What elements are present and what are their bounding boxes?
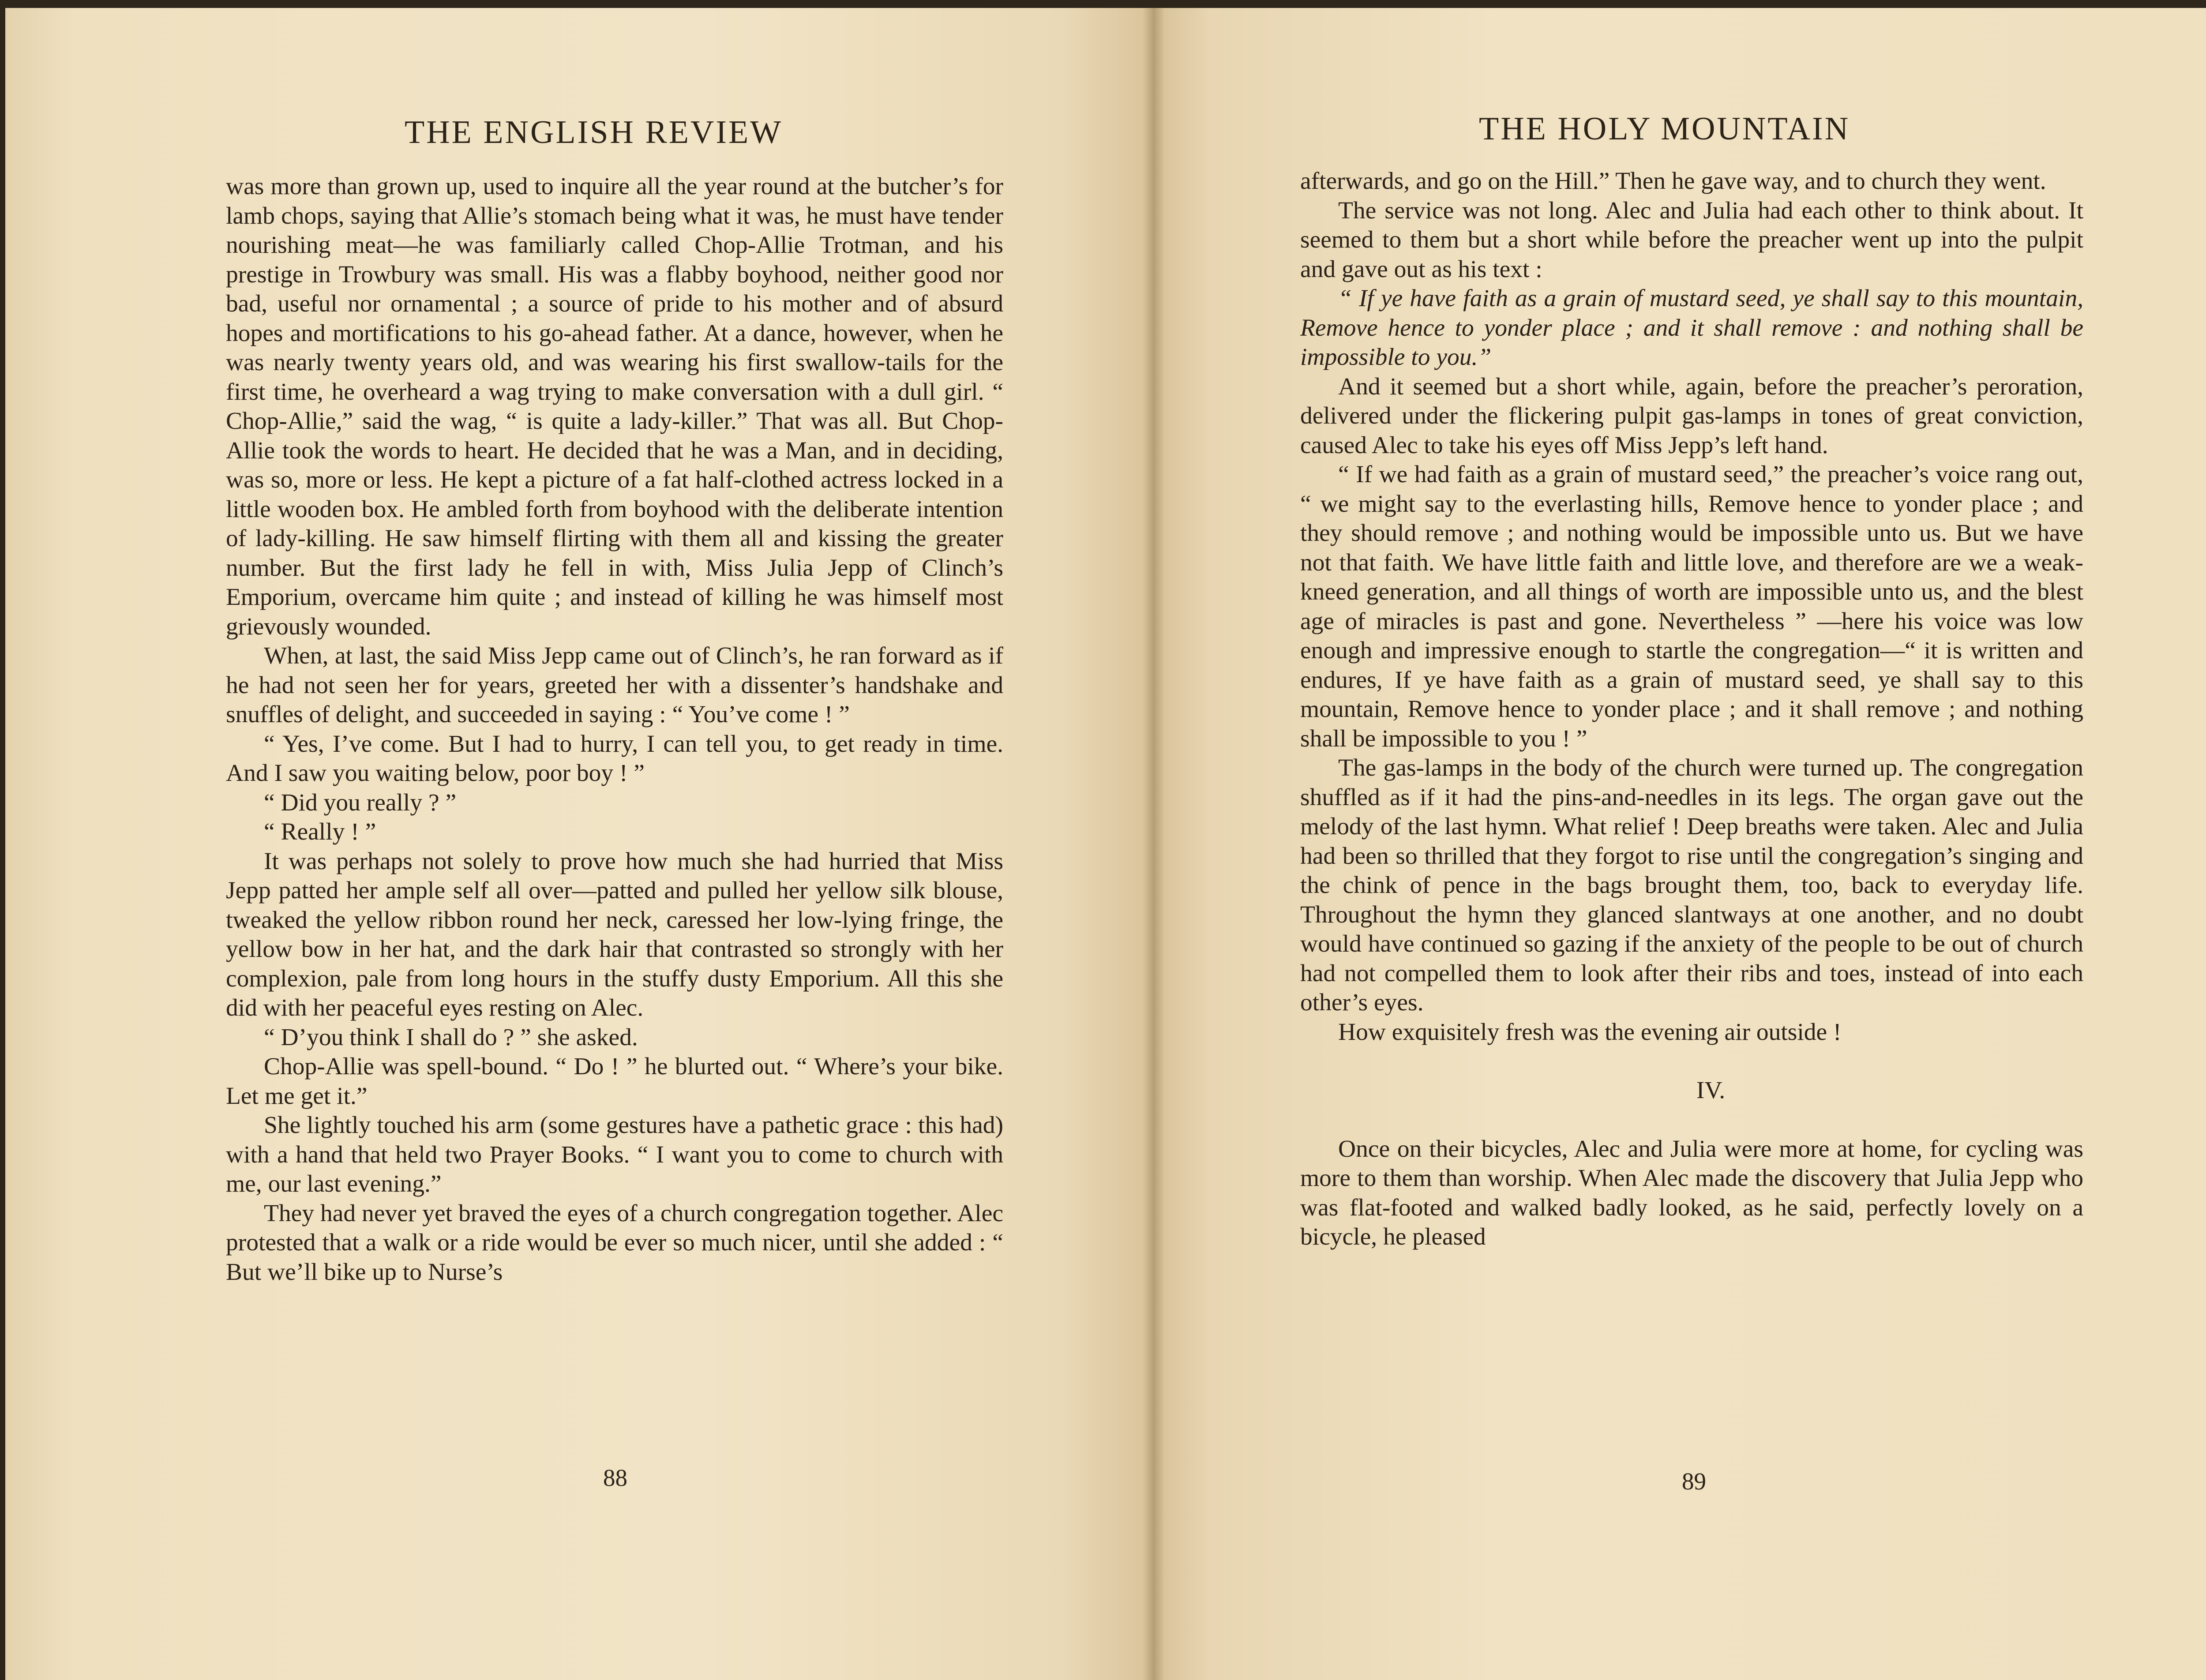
left-page-number: 88	[603, 1464, 627, 1491]
paragraph: It was perhaps not solely to prove how much she had hurried that Miss Jepp patted her ample self all over—patted and pulled her yellow silk blouse, tweaked the yellow ribbon round her neck, caressed her low-lying fringe, the yellow bow in her hat, and the dark hair that contrasted so strongly with her complexion, pale from long hours in the stuffy dusty Emporium. All this she did with her peaceful eyes resting on Alec.	[226, 848, 1003, 1021]
paragraph: And it seemed but a short while, again, before the preacher’s peroration, delivered under the flickering pulpit gas-lamps in tones of great conviction, caused Alec to take his eyes off Miss Jepp’s left hand.	[1300, 373, 2083, 459]
scripture-quote: “ If ye have faith as a grain of mustard seed, ye shall say to this mountain, Remove hence to yonder place ; and it shall remove : and nothing shall be impossible to you.”	[1300, 285, 2083, 371]
paragraph: “ If we had faith as a grain of mustard seed,” the preacher’s voice rang out, “ we might say to the everlasting hills, Remove hence to yonder place ; and they should remove ; and nothing would be impossible unto us. But we have not that faith. We have little faith and little love, and therefore are we a weak-kneed generation, and all things of worth are impossible unto us, and the blest age of miracles is past and gone. Nevertheless ” —here his voice was low enough and impressive enough to startle the congregation—“ it is written and endures, If ye have faith as a grain of mustard seed, ye shall say to this mountain, Remove hence to yonder place ; and it shall remove ; and nothing shall be impossible to you ! ”	[1300, 461, 2083, 752]
paragraph: When, at last, the said Miss Jepp came out of Clinch’s, he ran forward as if he had not seen her for years, greeted her with a dissenter’s handshake and snuffles of delight, and succeeded in saying : “ You’ve come ! ”	[226, 642, 1003, 728]
paragraph: How exquisitely fresh was the evening air outside !	[1338, 1018, 1842, 1046]
paragraph: “ Did you really ? ”	[264, 789, 457, 816]
right-page	[1152, 8, 2206, 1680]
left-page	[5, 8, 1152, 1680]
paragraph: Once on their bicycles, Alec and Julia were more at home, for cycling was more to them than worship. When Alec made the discovery that Julia Jepp who was flat-footed and walked badly looked, as he said, perfectly lovely on a bicycle, he pleased	[1300, 1135, 2083, 1250]
left-running-head: THE ENGLISH REVIEW	[405, 114, 783, 150]
paragraph: They had never yet braved the eyes of a church congregation together. Alec protested that a walk or a ride would be ever so much nicer, until she added : “ But we’ll bike up to Nurse’s	[226, 1200, 1003, 1286]
paragraph: “ Really ! ”	[264, 818, 376, 845]
book-gutter	[1143, 8, 1165, 1680]
right-page-text	[1300, 167, 2083, 1252]
section-heading: IV.	[1696, 1077, 1726, 1104]
right-page-number: 89	[1682, 1468, 1706, 1495]
right-running-head: THE HOLY MOUNTAIN	[1479, 111, 1850, 147]
paragraph: Chop-Allie was spell-bound. “ Do ! ” he blurted out. “ Where’s your bike. Let me get it.”	[226, 1053, 1003, 1110]
left-page-text	[226, 172, 1003, 1287]
paragraph: “ D’you think I shall do ? ” she asked.	[264, 1024, 638, 1051]
paragraph: She lightly touched his arm (some gestures have a pathetic grace : this had) with a hand that held two Prayer Books. “ I want you to come to church with me, our last evening.”	[226, 1112, 1003, 1197]
paragraph: was more than grown up, used to inquire all the year round at the butcher’s for lamb chops, saying that Allie’s stomach being what it was, he must have tender nourishing meat—he was familiarly called Chop-Allie Trotman, and his prestige in Trowbury was small. His was a flabby boyhood, neither good nor bad, useful nor ornamental ; a source of pride to his mother and of absurd hopes and mortifications to his go-ahead father. At a dance, however, when he was nearly twenty years old, and was wearing his first swallow-tails for the first time, he overheard a wag trying to make conversation with a dull girl. “ Chop-Allie,” said the wag, “ is quite a lady-killer.” That was all. But Chop-Allie took the words to heart. He decided that he was a Man, and in deciding, was so, more or less. He kept a picture of a fat half-clothed actress locked in a little wooden box. He ambled forth from boyhood with the deliberate intention of lady-killing. He saw himself flirting with them all and kissing the greater number. But the first lady he fell in with, Miss Julia Jepp of Clinch’s Emporium, overcame him quite ; and instead of killing he was himself most grievously wounded.	[226, 173, 1003, 640]
paragraph: afterwards, and go on the Hill.” Then he gave way, and to church they went.	[1300, 168, 2046, 195]
paragraph: The service was not long. Alec and Julia had each other to think about. It seemed to them but a short while before the preacher went up into the pulpit and gave out as his text :	[1300, 197, 2083, 283]
paragraph: “ Yes, I’ve come. But I had to hurry, I can tell you, to get ready in time. And I saw you waiting below, poor boy ! ”	[226, 730, 1003, 787]
paragraph: The gas-lamps in the body of the church were turned up. The congregation shuffled as if it had the pins-and-needles in its legs. The organ gave out the melody of the last hymn. What relief ! Deep breaths were taken. Alec and Julia had been so thrilled that they forgot to rise until the congregation’s singing and the chink of pence in the bags brought them, too, back to everyday life. Throughout the hymn they glanced slantways at one another, and no doubt would have continued so gazing if the anxiety of the people to be out of church had not compelled them to look after their ribs and toes, instead of into each other’s eyes.	[1300, 754, 2083, 1016]
